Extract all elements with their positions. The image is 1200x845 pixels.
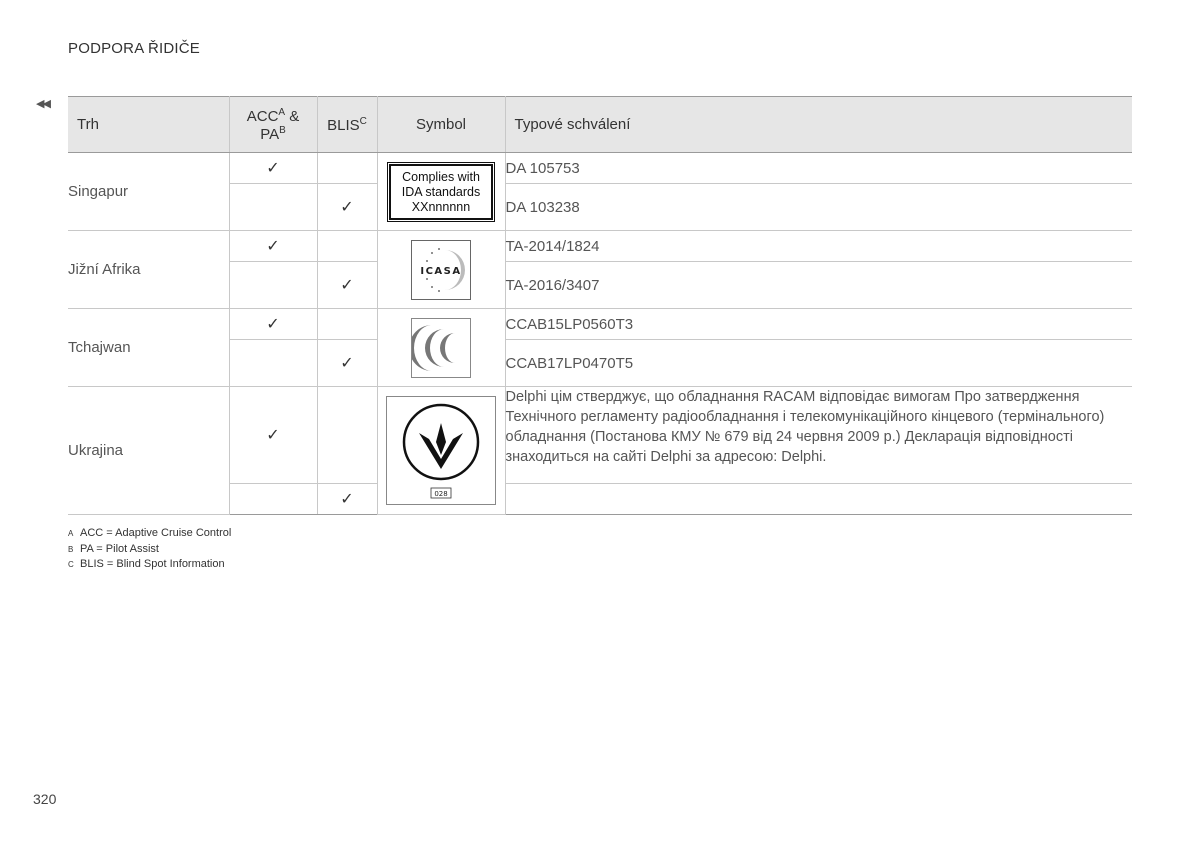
column-header-market: Trh [68, 97, 229, 153]
acc-check: ✓ [229, 153, 317, 184]
table-header-row [68, 97, 1132, 153]
column-header-approval: Typové schválení [505, 97, 1132, 153]
acc-empty [229, 184, 317, 231]
market-cell: Singapur [68, 153, 229, 231]
blis-empty [317, 387, 377, 484]
blis-empty [317, 153, 377, 184]
symbol-cell [377, 309, 505, 387]
approval-description: Delphi цім стверджує, що обладнання RACAM відповідає вимогам Про затвердження Технічного регламенту радіообладнання і телекомунікаційного кінцевого (термінального) обладнання (Постанова КМУ № 679 від 24 червня 2009 р.) Декларація відповідності знаходиться на сайті Delphi за адресою: Delphi. [505, 387, 1132, 484]
ncc-logo [411, 318, 471, 378]
acc-empty [229, 262, 317, 309]
column-header-acc-pa: $ACC^A$ & $PA^B$ [229, 97, 317, 153]
acc-check: ✓ [229, 309, 317, 340]
symbol-cell [377, 387, 505, 515]
table-row [68, 387, 1132, 484]
blis-check: ✓ [317, 184, 377, 231]
approval-cell-empty [505, 484, 1132, 515]
approval-cell: TA-2014/1824 [505, 231, 1132, 262]
approval-cell: CCAB15LP0560T3 [505, 309, 1132, 340]
approval-cell: TA-2016/3407 [505, 262, 1132, 309]
approval-cell: CCAB17LP0470T5 [505, 340, 1132, 387]
acc-check: ✓ [229, 231, 317, 262]
approval-table [68, 96, 1132, 515]
icasa-logo [411, 240, 471, 300]
acc-empty [229, 340, 317, 387]
footnotes [68, 526, 231, 573]
footnote: A ACC = Adaptive Cruise Control [68, 527, 232, 539]
market-cell: Tchajwan [68, 309, 229, 387]
acc-empty [229, 484, 317, 515]
footnote: C BLIS = Blind Spot Information [68, 558, 225, 570]
market-cell: Jižní Afrika [68, 231, 229, 309]
table-row [68, 153, 1132, 184]
column-header-symbol: Symbol [377, 97, 505, 153]
market-cell: Ukrajina [68, 387, 229, 515]
icasa-logo-text: ICASA [420, 265, 462, 277]
page-number: 320 [33, 791, 57, 807]
ida-compliance-logo: Complies with IDA standards XXnnnnnn [389, 164, 493, 220]
ukraine-logo-code: 028 [434, 490, 448, 498]
symbol-cell [377, 153, 505, 231]
blis-check: ✓ [317, 340, 377, 387]
column-header-blis: $BLIS^C$ [317, 97, 377, 153]
footnote: B PA = Pilot Assist [68, 542, 159, 555]
acc-check: ✓ [229, 387, 317, 484]
approval-cell: DA 105753 [505, 153, 1132, 184]
blis-empty [317, 231, 377, 262]
double-chevron-left-icon[interactable]: ◀◀ [36, 98, 49, 110]
blis-check: ✓ [317, 262, 377, 309]
table-row [68, 231, 1132, 262]
ukraine-conformity-logo [386, 396, 496, 505]
table-row [68, 309, 1132, 340]
page-header-title: PODPORA ŘIDIČE [68, 40, 200, 57]
symbol-cell [377, 231, 505, 309]
approval-cell: DA 103238 [505, 184, 1132, 231]
blis-empty [317, 309, 377, 340]
blis-check: ✓ [317, 484, 377, 515]
